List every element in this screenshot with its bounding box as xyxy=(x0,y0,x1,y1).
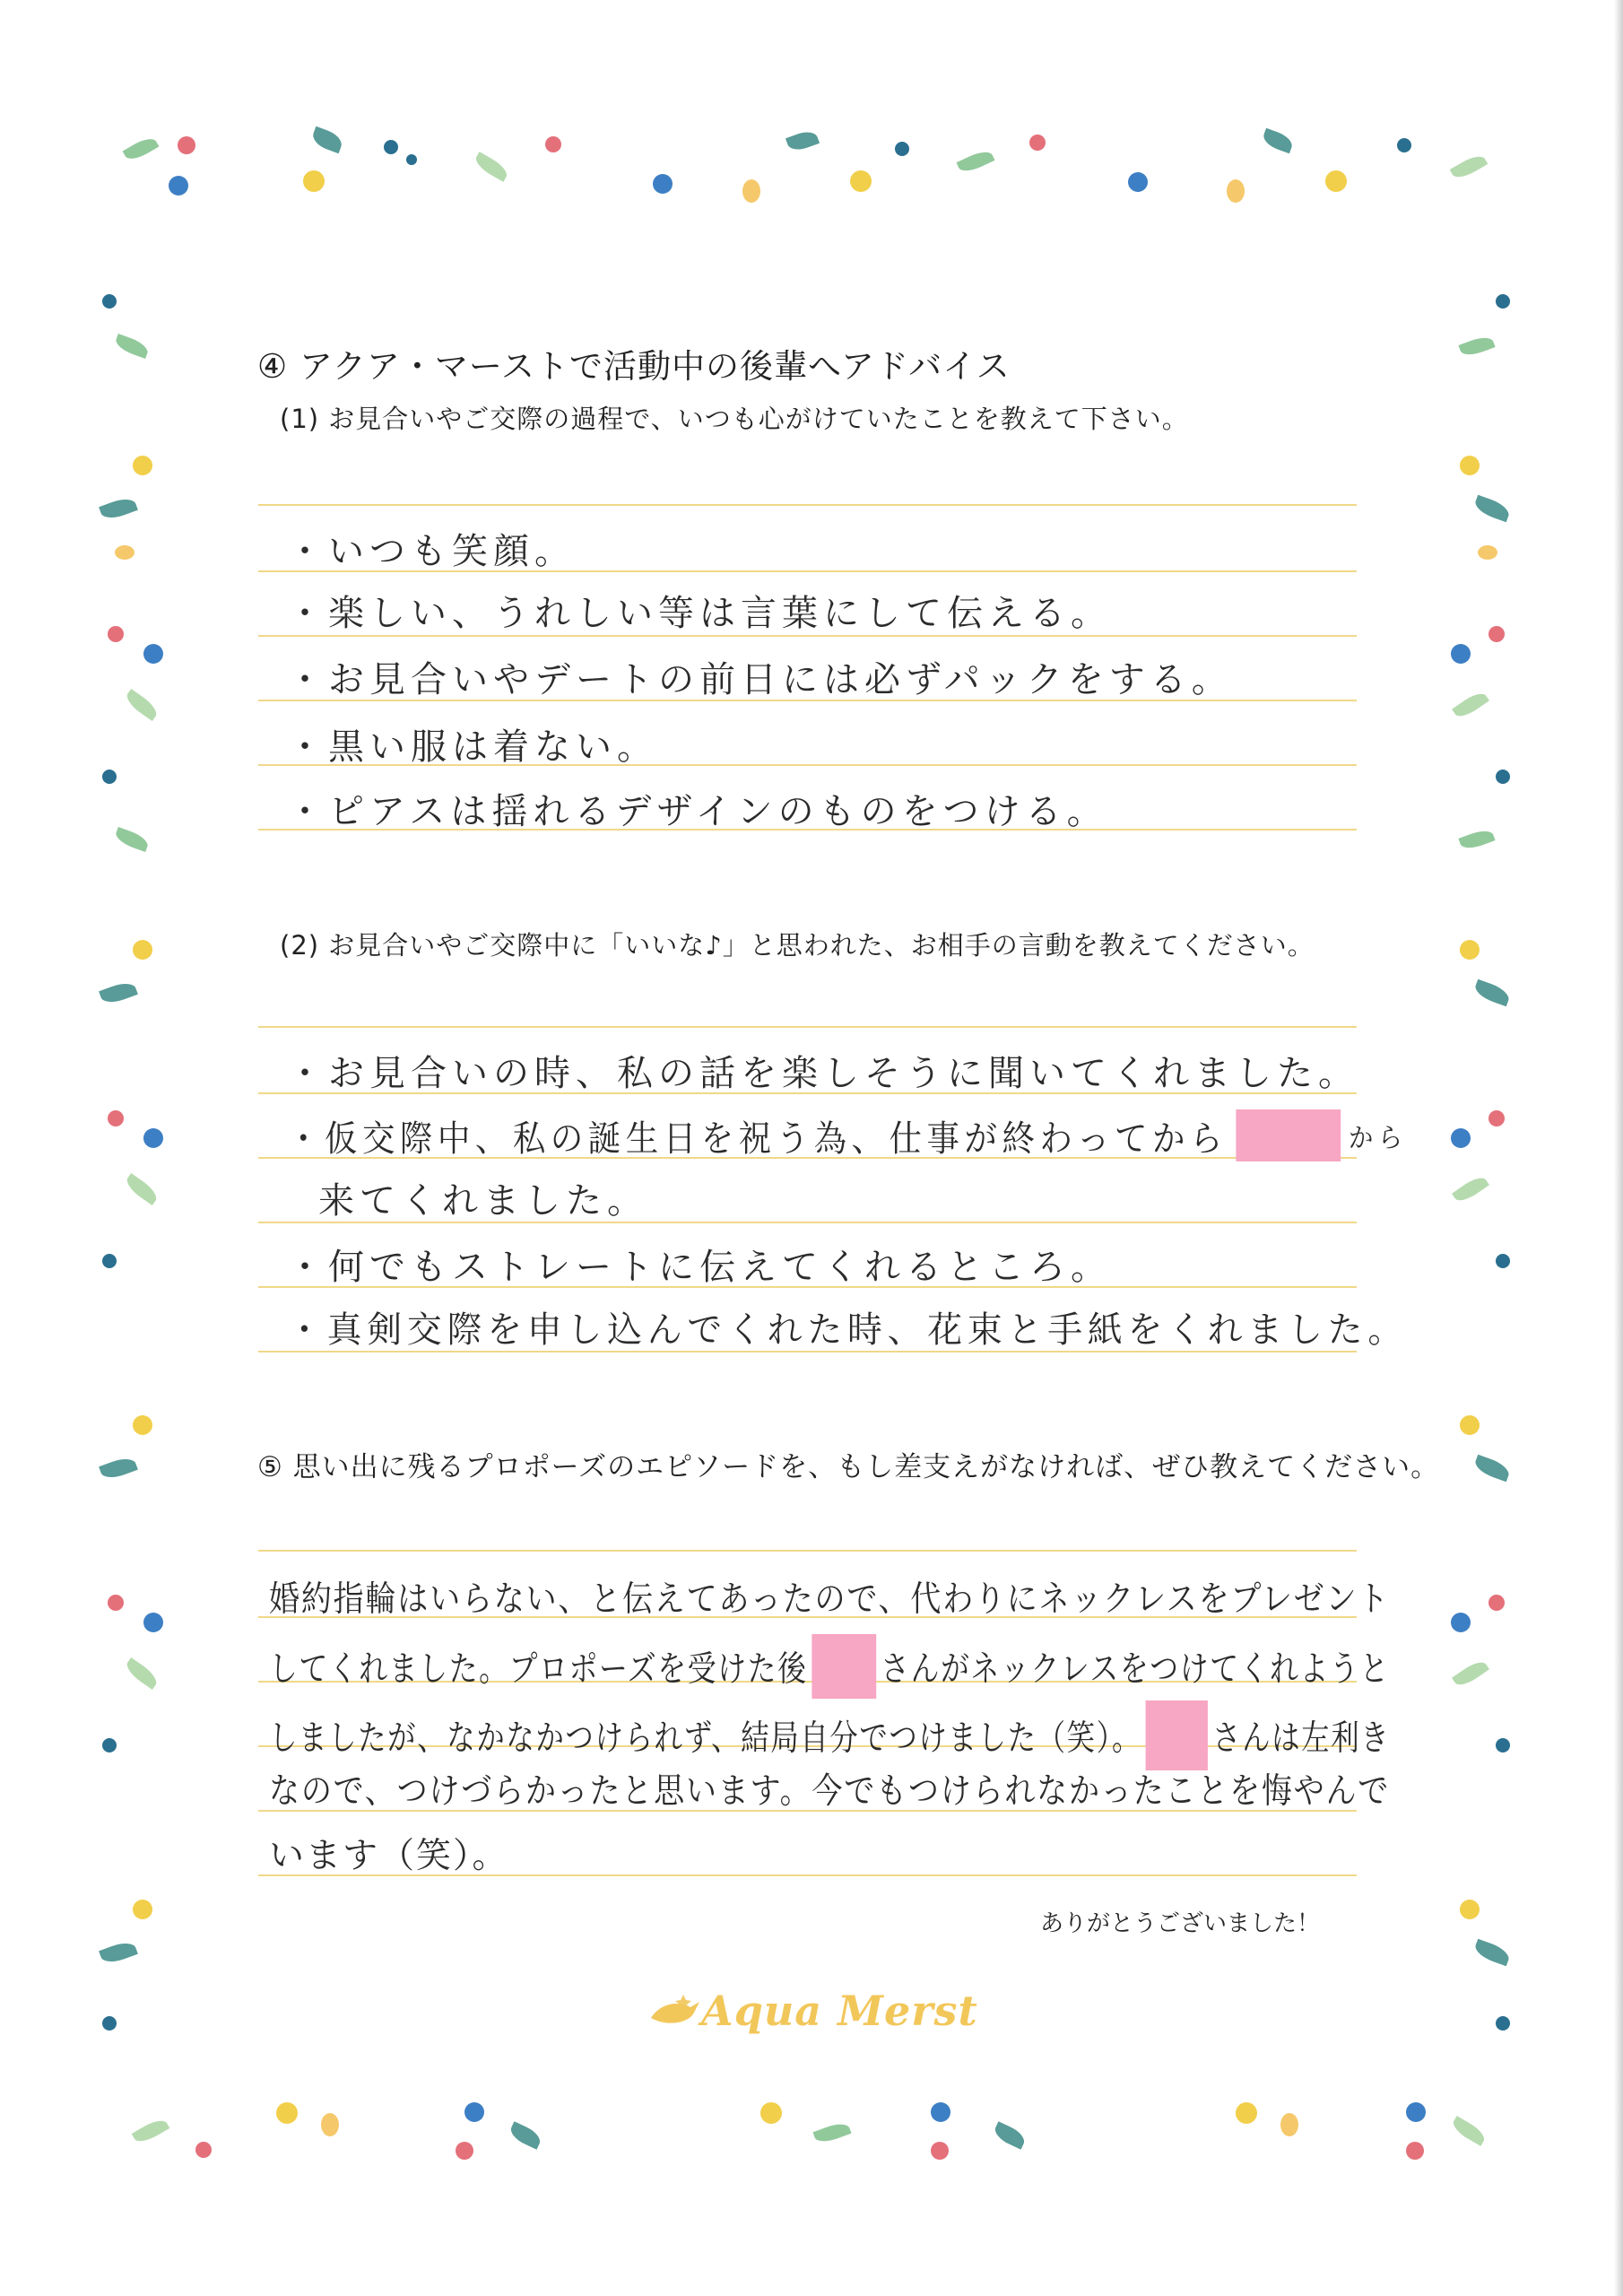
flower-decoration xyxy=(133,1415,152,1435)
berry-decoration xyxy=(895,142,909,156)
q1-answer-1: ・いつも笑顔。 xyxy=(287,531,576,572)
leaf-decoration xyxy=(99,1939,138,1967)
q2-answer-2 xyxy=(287,1109,1408,1161)
q1-answer-2: ・楽しい、うれしい等は言葉にして伝える。 xyxy=(287,593,1112,634)
leaf-decoration xyxy=(1472,495,1512,523)
flower-decoration xyxy=(1478,545,1497,560)
leaf-decoration xyxy=(99,1455,138,1483)
flower-decoration xyxy=(1488,1110,1505,1126)
flower-decoration xyxy=(1227,179,1245,203)
flower-decoration xyxy=(1406,2142,1424,2160)
berry-decoration xyxy=(406,154,417,165)
berry-decoration xyxy=(1496,294,1510,309)
flower-decoration xyxy=(931,2102,950,2122)
flower-decoration xyxy=(1325,170,1347,192)
flower-decoration xyxy=(850,170,872,192)
q1-answer-4: ・黒い服は着ない。 xyxy=(287,726,658,768)
leaf-decoration xyxy=(99,979,138,1007)
berry-decoration xyxy=(1397,138,1411,152)
flower-decoration xyxy=(1029,135,1046,151)
q2-answer-3: ・何でもストレートに伝えてくれるところ。 xyxy=(287,1247,1112,1288)
episode-line-1: 婚約指輪はいらない、と伝えてあったので、代わりにネックレスをプレゼント xyxy=(269,1579,1391,1620)
flower-decoration xyxy=(545,136,561,152)
flower-decoration xyxy=(133,1900,152,1919)
q2-answer-4: ・真剣交際を申し込んでくれた時、花束と手紙をくれました。 xyxy=(287,1309,1408,1351)
q2-answer-1: ・お見合いの時、私の話を楽しそうに聞いてくれました。 xyxy=(287,1053,1359,1094)
episode-line-3-suffix: さんは左利き xyxy=(1212,1718,1391,1759)
flower-decoration xyxy=(653,174,673,194)
flower-decoration xyxy=(760,2102,782,2124)
section4-title: ④ アクア・マーストで活動中の後輩へアドバイス xyxy=(257,347,1011,386)
flower-decoration xyxy=(143,1613,163,1632)
episode-line-3-text: しましたが、なかなかつけられず、結局自分でつけました（笑）。 xyxy=(269,1718,1142,1759)
leaf-decoration xyxy=(956,147,994,175)
berry-decoration xyxy=(1496,1254,1510,1268)
flower-decoration xyxy=(1451,1613,1471,1632)
flower-decoration xyxy=(1488,626,1505,642)
berry-decoration xyxy=(384,140,398,154)
flower-decoration xyxy=(1460,456,1480,475)
flower-decoration xyxy=(742,179,760,203)
flower-decoration xyxy=(1460,1415,1480,1435)
flower-decoration xyxy=(931,2142,949,2160)
berry-decoration xyxy=(1496,1738,1510,1752)
flower-decoration xyxy=(1488,1595,1505,1611)
leaf-decoration xyxy=(992,2121,1028,2150)
leaf-decoration xyxy=(1472,1455,1512,1483)
leaf-decoration xyxy=(1450,2116,1488,2146)
flower-decoration xyxy=(178,136,195,154)
leaf-decoration xyxy=(1458,334,1495,359)
redaction-block xyxy=(812,1634,876,1699)
leaf-decoration xyxy=(1472,1939,1512,1967)
episode-line-5: います（笑）。 xyxy=(269,1836,509,1876)
flower-decoration xyxy=(133,456,152,475)
episode-line-2-suffix: さんがネックレスをつけてくれようと xyxy=(881,1649,1390,1690)
flower-decoration xyxy=(456,2142,473,2160)
redaction-block xyxy=(1146,1700,1208,1770)
aqua-merst-logo xyxy=(647,1984,978,2038)
leaf-decoration xyxy=(1450,152,1488,182)
flower-decoration xyxy=(1406,2102,1426,2122)
berry-decoration xyxy=(102,2016,117,2031)
flower-decoration xyxy=(1451,644,1471,664)
flower-decoration xyxy=(1236,2102,1257,2124)
flower-decoration xyxy=(133,940,152,960)
flower-decoration xyxy=(1128,172,1148,192)
leaf-decoration xyxy=(99,495,138,523)
flower-decoration xyxy=(1460,1900,1480,1919)
flower-decoration xyxy=(1280,2113,1298,2136)
flower-decoration xyxy=(108,1110,124,1126)
leaf-decoration xyxy=(1452,689,1489,721)
episode-line-2 xyxy=(269,1634,1390,1699)
leaf-decoration xyxy=(113,827,150,852)
redaction-block xyxy=(1236,1109,1341,1161)
leaf-decoration xyxy=(132,2116,170,2146)
flower-decoration xyxy=(143,1128,163,1148)
logo-text: Aqua Merst xyxy=(701,1987,978,2035)
q2-answer-2-text: ・仮交際中、私の誕生日を祝う為、仕事が終わってから xyxy=(287,1118,1228,1160)
berry-decoration xyxy=(1496,770,1510,784)
leaf-decoration xyxy=(1452,1173,1489,1205)
episode-line-4: なので、つけづらかったと思います。今でもつけられなかったことを悔やんで xyxy=(269,1771,1391,1812)
q1-answer-3: ・お見合いやデートの前日には必ずパックをする。 xyxy=(287,659,1233,700)
berry-decoration xyxy=(102,770,117,784)
leaf-decoration xyxy=(123,689,161,721)
leaf-decoration xyxy=(473,152,511,182)
ruled-line xyxy=(258,504,1357,506)
flower-decoration xyxy=(115,545,135,560)
flower-decoration xyxy=(1460,940,1480,960)
leaf-decoration xyxy=(310,126,345,153)
leaf-decoration xyxy=(1452,1657,1489,1690)
berry-decoration xyxy=(102,1738,117,1752)
flower-decoration xyxy=(108,626,124,642)
leaf-decoration xyxy=(123,135,160,164)
leaf-decoration xyxy=(123,1657,161,1690)
leaf-decoration xyxy=(1261,128,1295,154)
leaf-decoration xyxy=(812,2120,851,2146)
leaf-decoration xyxy=(1458,827,1495,852)
flower-decoration xyxy=(321,2113,339,2136)
scan-edge xyxy=(1614,0,1623,2296)
q1-answer-5: ・ピアスは揺れるデザインのものをつける。 xyxy=(287,791,1108,832)
q2-answer-2-continued: 来てくれました。 xyxy=(318,1180,648,1222)
leaf-decoration xyxy=(1472,979,1512,1007)
leaf-decoration xyxy=(785,128,820,154)
q2-label: (2) お見合いやご交際中に「いいな♪」と思われた、お相手の言動を教えてください。 xyxy=(280,930,1315,961)
ruled-line xyxy=(258,1550,1357,1552)
episode-line-2-text: してくれました。プロポーズを受けた後 xyxy=(269,1649,808,1690)
leaf-decoration xyxy=(113,334,150,359)
ruled-line xyxy=(258,1026,1357,1028)
leaf-decoration xyxy=(508,2121,543,2150)
bird-icon xyxy=(647,1991,701,2031)
berry-decoration xyxy=(1496,2016,1510,2031)
berry-decoration xyxy=(102,1254,117,1268)
section5-title: ⑤ 思い出に残るプロポーズのエピソードを、もし差支えがなければ、ぜひ教えてください。 xyxy=(257,1451,1440,1483)
thanks-message: ありがとうございました！ xyxy=(1040,1910,1321,1937)
leaf-decoration xyxy=(123,1173,161,1205)
flower-decoration xyxy=(108,1595,124,1611)
q2-answer-2-suffix: から xyxy=(1348,1123,1408,1154)
flower-decoration xyxy=(1451,1128,1471,1148)
berry-decoration xyxy=(102,294,117,309)
flower-decoration xyxy=(169,176,188,196)
flower-decoration xyxy=(303,170,325,192)
flower-decoration xyxy=(195,2142,212,2158)
flower-decoration xyxy=(276,2102,298,2124)
q1-label: (1) お見合いやご交際の過程で、いつも心がけていたことを教えて下さい。 xyxy=(280,404,1189,434)
flower-decoration xyxy=(143,644,163,664)
flower-decoration xyxy=(464,2102,484,2122)
episode-line-3 xyxy=(269,1700,1390,1770)
